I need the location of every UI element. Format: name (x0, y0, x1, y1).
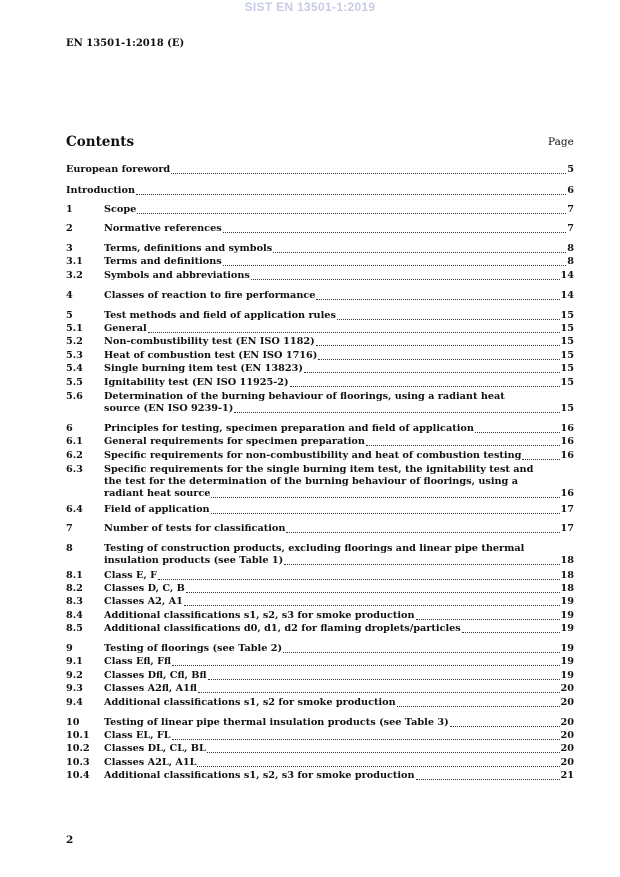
toc-entry-title: Principles for testing, specimen preparation and field of application (104, 423, 474, 434)
toc-entry-title: Classes Dfl, Cfl, Bfl (104, 670, 207, 681)
toc-entry[interactable] (66, 583, 574, 595)
toc-entry-number: 6 (66, 423, 73, 434)
toc-entry[interactable] (66, 350, 574, 362)
dot-leader (251, 279, 560, 280)
toc-entry-title: Additional classifications s1, s2, s3 for smoke production (104, 770, 415, 781)
watermark: SIST EN 13501-1:2019 (244, 0, 376, 14)
toc-entry[interactable] (66, 717, 574, 729)
toc-entry-title: General (104, 323, 147, 334)
toc-entry-page: 20 (560, 743, 574, 754)
dot-leader (186, 592, 560, 593)
toc-entry[interactable] (66, 543, 574, 567)
toc-entry-page: 19 (560, 656, 574, 667)
toc-entry-title: Classes A2fl, A1fl (104, 683, 197, 694)
toc-entry-title: Additional classifications d0, d1, d2 for flaming droplets/particles (104, 623, 461, 634)
toc-entry-number: 6.2 (66, 450, 83, 461)
toc-entry-title: Classes of reaction to fire performance (104, 290, 316, 301)
toc-entry-page: 20 (560, 697, 574, 708)
toc-entry-page: 5 (567, 164, 574, 175)
toc-entry-title-continued: insulation products (see Table 1) (104, 555, 284, 566)
dot-leader (284, 564, 559, 565)
toc-entry-page: 19 (560, 643, 574, 654)
toc-entry[interactable] (66, 377, 574, 389)
toc-entry-page: 8 (567, 256, 574, 267)
toc-entry-title: Classes DL, CL, BL (104, 743, 206, 754)
toc-entry-number: 8.5 (66, 623, 83, 634)
toc-entry[interactable] (66, 223, 574, 235)
dot-leader (366, 445, 560, 446)
toc-entry-page: 7 (567, 204, 574, 215)
dot-leader (234, 412, 559, 413)
toc-entry-number: 3.1 (66, 256, 83, 267)
toc-entry[interactable] (66, 204, 574, 216)
dot-leader (198, 692, 560, 693)
dot-leader (171, 173, 566, 174)
toc-entry-page: 7 (567, 223, 574, 234)
toc-entry-page: 16 (560, 436, 574, 447)
toc-entry[interactable] (66, 670, 574, 682)
toc-entry-number: 6.1 (66, 436, 83, 447)
toc-entry-page: 16 (560, 423, 574, 434)
toc-entry-title: Normative references (104, 223, 222, 234)
toc-entry-title: Specific requirements for non-combustibility and heat of combustion testing (104, 450, 522, 461)
contents-title: Contents (66, 134, 135, 150)
page-column-label: Page (548, 136, 574, 148)
toc-entry-number: 2 (66, 223, 73, 234)
dot-leader (316, 345, 560, 346)
dot-leader (318, 359, 559, 360)
dot-leader (136, 194, 566, 195)
toc-entry-number: 8.3 (66, 596, 83, 607)
toc-entry-title: Class EL, FL (104, 730, 171, 741)
toc-entry-page: 14 (560, 270, 574, 281)
toc-entry[interactable] (66, 336, 574, 348)
toc-entry-title: Testing of linear pipe thermal insulation products (see Table 3) (104, 717, 449, 728)
toc-entry-title: Heat of combustion test (EN ISO 1716) (104, 350, 318, 361)
toc-entry-page: 18 (560, 570, 574, 581)
page-number: 2 (66, 834, 74, 846)
toc-entry-page: 15 (560, 336, 574, 347)
toc-entry-number: 9.1 (66, 656, 83, 667)
toc-entry[interactable] (66, 504, 574, 516)
toc-entry[interactable] (66, 256, 574, 268)
toc-entry[interactable] (66, 683, 574, 695)
toc-entry-title: Test methods and field of application rules (104, 310, 336, 321)
toc-entry-number: 8.4 (66, 610, 83, 621)
toc-entry-number: 9.4 (66, 697, 83, 708)
dot-leader (522, 459, 559, 460)
toc-entry[interactable] (66, 436, 574, 448)
toc-entry[interactable] (66, 697, 574, 709)
dot-leader (337, 319, 560, 320)
toc-entry-page: 21 (560, 770, 574, 781)
toc-entry[interactable] (66, 310, 574, 322)
dot-leader (223, 265, 567, 266)
toc-entry-page: 15 (560, 310, 574, 321)
dot-leader (184, 605, 560, 606)
toc-entry-number: 4 (66, 290, 73, 301)
dot-leader (207, 752, 560, 753)
dot-leader (158, 579, 560, 580)
toc-entry-title: Classes A2, A1 (104, 596, 183, 607)
dot-leader (462, 632, 560, 633)
toc-entry-title: Field of application (104, 504, 210, 515)
toc-entry-page: 15 (560, 350, 574, 361)
toc-entry-title: European foreword (66, 164, 171, 175)
toc-entry-page: 19 (560, 670, 574, 681)
toc-entry-title: Additional classifications s1, s2 for smoke production (104, 697, 396, 708)
dot-leader (416, 779, 560, 780)
dot-leader (137, 213, 566, 214)
toc-entry-page: 15 (560, 403, 574, 414)
toc-entry-number: 8 (66, 543, 73, 554)
toc-entry-number: 6.4 (66, 504, 83, 515)
toc-entry-title: Number of tests for classification (104, 523, 286, 534)
toc-entry-page: 15 (560, 377, 574, 388)
dot-leader (304, 372, 560, 373)
toc-entry[interactable] (66, 290, 574, 302)
toc-entry-title: Testing of construction products, excluding floorings and linear pipe thermal (104, 543, 525, 554)
dot-leader (223, 232, 567, 233)
dot-leader (172, 739, 560, 740)
toc-entry[interactable] (66, 570, 574, 582)
toc-entry-number: 1 (66, 204, 73, 215)
toc-entry-page: 16 (560, 450, 574, 461)
toc-entry-page: 18 (560, 555, 574, 566)
toc-entry[interactable] (66, 363, 574, 375)
toc-entry-number: 8.1 (66, 570, 83, 581)
toc-entry-number: 8.2 (66, 583, 83, 594)
toc-entry-page: 19 (560, 623, 574, 634)
toc-entry-number: 10.2 (66, 743, 90, 754)
dot-leader (211, 497, 559, 498)
toc-entry-title: Class Efl, Ffl (104, 656, 172, 667)
toc-entry[interactable] (66, 185, 574, 197)
dot-leader (208, 679, 560, 680)
toc-entry-number: 9.2 (66, 670, 83, 681)
document-id: EN 13501-1:2018 (E) (66, 38, 185, 49)
dot-leader (286, 532, 559, 533)
toc-entry-page: 20 (560, 757, 574, 768)
toc-entry-title: Determination of the burning behaviour of floorings, using a radiant heat (104, 391, 505, 402)
toc-entry-number: 10.3 (66, 757, 90, 768)
toc-entry-title: General requirements for specimen preparation (104, 436, 365, 447)
toc-entry-number: 3.2 (66, 270, 83, 281)
toc-entry-number: 5.1 (66, 323, 83, 334)
toc-entry-page: 20 (560, 683, 574, 694)
toc-entry[interactable] (66, 523, 574, 535)
toc-entry-title: Specific requirements for the single burning item test, the ignitability test and (104, 464, 534, 475)
toc-entry[interactable] (66, 623, 574, 635)
toc-entry-title: Terms and definitions (104, 256, 222, 267)
toc-entry[interactable] (66, 270, 574, 282)
toc-entry-number: 3 (66, 243, 73, 254)
toc-entry-page: 19 (560, 596, 574, 607)
toc-entry-number: 5.2 (66, 336, 83, 347)
toc-entry-number: 5.5 (66, 377, 83, 388)
toc-entry-title: Single burning item test (EN 13823) (104, 363, 303, 374)
toc-entry-title: Class E, F (104, 570, 157, 581)
toc-entry-page: 18 (560, 583, 574, 594)
toc-entry-title: Classes A2L, A1L (104, 757, 197, 768)
toc-entry[interactable] (66, 643, 574, 655)
toc-entry-title: Classes D, C, B (104, 583, 185, 594)
toc-entry-title: Scope (104, 204, 137, 215)
toc-entry[interactable] (66, 730, 574, 742)
toc-entry[interactable] (66, 610, 574, 622)
dot-leader (211, 513, 560, 514)
toc-entry-number: 10 (66, 717, 80, 728)
toc-entry-page: 20 (560, 730, 574, 741)
toc-entry-number: 5.6 (66, 391, 83, 402)
toc-entry-title: Symbols and abbreviations (104, 270, 250, 281)
toc-entry[interactable] (66, 596, 574, 608)
toc-entry[interactable] (66, 464, 574, 500)
dot-leader (475, 432, 560, 433)
dot-leader (290, 386, 560, 387)
toc-entry-title: Terms, definitions and symbols (104, 243, 273, 254)
toc-entry[interactable] (66, 423, 574, 435)
toc-entry-title-continued: source (EN ISO 9239-1) (104, 403, 234, 414)
toc-entry[interactable] (66, 450, 574, 462)
toc-entry-title: Non-combustibility test (EN ISO 1182) (104, 336, 315, 347)
toc-entry-page: 8 (567, 243, 574, 254)
toc-entry-page: 19 (560, 610, 574, 621)
dot-leader (148, 332, 560, 333)
toc-entry[interactable] (66, 243, 574, 255)
toc-entry-number: 5.4 (66, 363, 83, 374)
toc-entry-title-continued: the test for the determination of the burning behaviour of floorings, using a (104, 476, 518, 487)
toc-entry-page: 14 (560, 290, 574, 301)
toc-entry[interactable] (66, 323, 574, 335)
dot-leader (316, 299, 559, 300)
toc-entry[interactable] (66, 770, 574, 782)
toc-entry-title: Ignitability test (EN ISO 11925-2) (104, 377, 289, 388)
toc-entry-number: 5.3 (66, 350, 83, 361)
toc-entry-title: Testing of floorings (see Table 2) (104, 643, 283, 654)
toc-entry-number: 6.3 (66, 464, 83, 475)
toc-entry-number: 10.1 (66, 730, 90, 741)
dot-leader (273, 252, 566, 253)
dot-leader (450, 726, 560, 727)
toc-entry[interactable] (66, 656, 574, 668)
toc-entry-page: 15 (560, 363, 574, 374)
dot-leader (172, 665, 559, 666)
toc-entry-page: 17 (560, 504, 574, 515)
toc-entry-number: 10.4 (66, 770, 90, 781)
toc-entry[interactable] (66, 164, 574, 176)
dot-leader (283, 652, 559, 653)
toc-entry[interactable] (66, 743, 574, 755)
toc-entry[interactable] (66, 757, 574, 769)
toc-entry[interactable] (66, 391, 574, 415)
dot-leader (197, 766, 559, 767)
toc-entry-page: 20 (560, 717, 574, 728)
dot-leader (416, 619, 560, 620)
toc-entry-title: Additional classifications s1, s2, s3 for smoke production (104, 610, 415, 621)
toc-entry-number: 9 (66, 643, 73, 654)
toc-entry-number: 7 (66, 523, 73, 534)
toc-entry-title: Introduction (66, 185, 135, 196)
dot-leader (397, 706, 560, 707)
toc-entry-page: 17 (560, 523, 574, 534)
toc-entry-title-continued: radiant heat source (104, 488, 211, 499)
toc-entry-number: 5 (66, 310, 73, 321)
toc-entry-page: 16 (560, 488, 574, 499)
toc-entry-page: 6 (567, 185, 574, 196)
toc-entry-number: 9.3 (66, 683, 83, 694)
toc-entry-page: 15 (560, 323, 574, 334)
